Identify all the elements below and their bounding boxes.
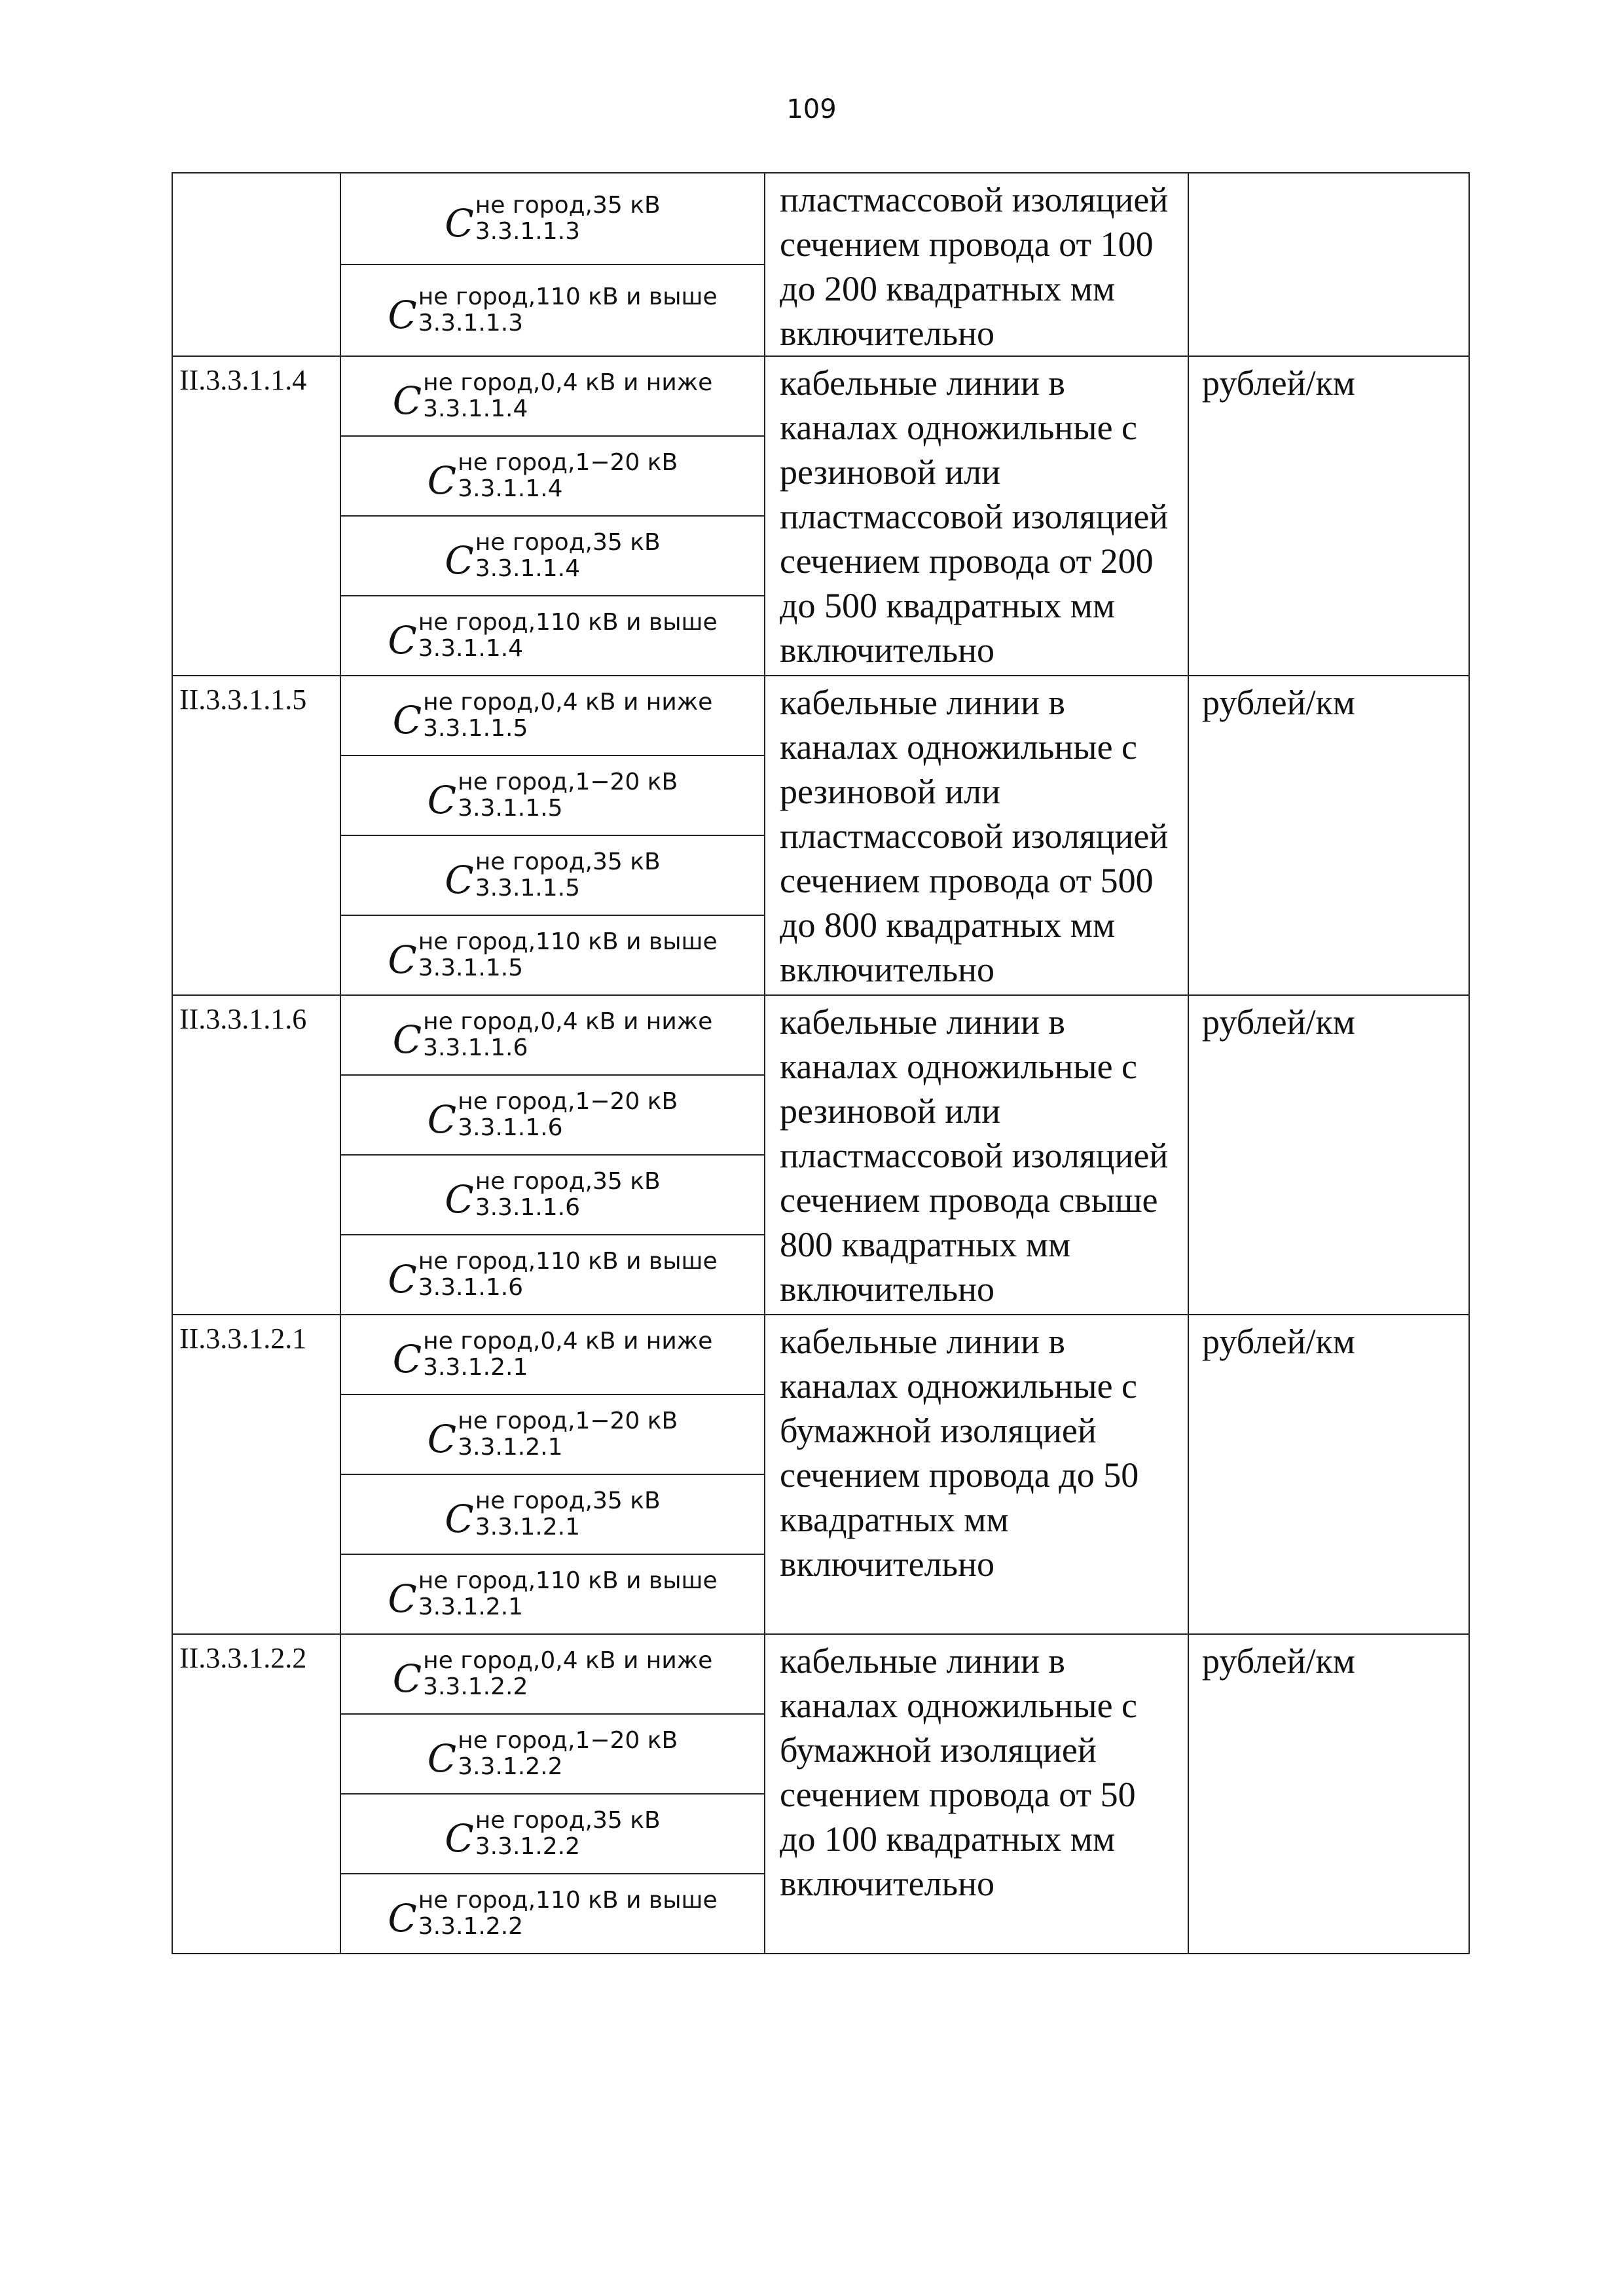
symbol-letter: C — [392, 1337, 422, 1381]
symbol-letter: C — [427, 778, 457, 822]
symbol-subscript: 3.3.1.1.6 — [423, 1034, 528, 1061]
symbol-letter: C — [388, 938, 417, 982]
formula — [445, 1169, 660, 1221]
symbol-letter: C — [427, 458, 457, 503]
symbol-superscript: не город,1−20 кВ — [458, 1727, 678, 1754]
symbol-superscript: не город,110 кВ и выше — [418, 1248, 718, 1275]
symbol-letter: C — [392, 1656, 422, 1701]
symbol-superscript: не город,110 кВ и выше — [418, 609, 718, 636]
cost-symbol — [340, 1794, 765, 1874]
symbol-subscript: 3.3.1.2.1 — [458, 1434, 563, 1461]
symbol-subscript: 3.3.1.1.4 — [458, 475, 563, 502]
formula — [388, 1248, 717, 1301]
symbol-superscript: не город,0,4 кВ и ниже — [423, 1008, 713, 1035]
table-row — [172, 1634, 1469, 1714]
cost-symbol — [340, 676, 765, 756]
symbol-letter: C — [445, 858, 474, 902]
row-unit: рублей/км — [1188, 356, 1469, 676]
symbol-letter: C — [388, 1576, 417, 1621]
symbol-superscript: не город,0,4 кВ и ниже — [423, 689, 713, 716]
symbol-superscript: не город,35 кВ — [475, 1807, 661, 1834]
symbol-letter: C — [445, 1497, 474, 1541]
symbol-superscript: не город,1−20 кВ — [458, 769, 678, 795]
row-code: II.3.3.1.1.5 — [172, 676, 340, 995]
symbol-letter: C — [427, 1097, 457, 1142]
symbol-subscript: 3.3.1.1.6 — [475, 1194, 580, 1221]
row-code — [172, 173, 340, 356]
symbol-superscript: не город,1−20 кВ — [458, 1088, 678, 1115]
formula — [388, 284, 717, 337]
symbol-letter: C — [445, 1177, 474, 1222]
cost-symbol — [340, 1714, 765, 1794]
symbol-subscript: 3.3.1.1.6 — [458, 1114, 563, 1141]
formula — [428, 769, 678, 822]
formula — [393, 370, 713, 422]
symbol-superscript: не город,0,4 кВ и ниже — [423, 1328, 713, 1355]
cost-symbol — [340, 516, 765, 596]
row-description: кабельные линии в каналах одножильные с бумажной изоляцией сечением провода от 50 до 100 квадратных мм включительно — [765, 1634, 1188, 1954]
symbol-superscript: не город,35 кВ — [475, 529, 661, 556]
symbol-superscript: не город,35 кВ — [475, 848, 661, 875]
symbol-superscript: не город,110 кВ и выше — [418, 283, 718, 310]
symbol-letter: C — [445, 201, 474, 246]
cost-symbol — [340, 1155, 765, 1235]
row-description: кабельные линии в каналах одножильные с резиновой или пластмассовой изоляцией сечением провода свыше 800 квадратных мм включительно — [765, 995, 1188, 1315]
row-description: кабельные линии в каналах одножильные с резиновой или пластмассовой изоляцией сечением провода от 200 до 500 квадратных мм включительно — [765, 356, 1188, 676]
cost-symbol — [340, 1075, 765, 1155]
symbol-superscript: не город,1−20 кВ — [458, 449, 678, 476]
formula — [393, 1328, 713, 1381]
rates-table — [172, 172, 1470, 1954]
formula — [445, 1488, 660, 1540]
symbol-subscript: 3.3.1.1.5 — [458, 795, 563, 822]
row-unit: рублей/км — [1188, 1634, 1469, 1954]
symbol-subscript: 3.3.1.2.1 — [475, 1514, 580, 1540]
row-code: II.3.3.1.2.1 — [172, 1315, 340, 1634]
cost-symbol — [340, 1474, 765, 1554]
symbol-letter: C — [388, 618, 417, 663]
formula — [393, 689, 713, 742]
symbol-subscript: 3.3.1.1.4 — [475, 555, 580, 582]
table-row — [172, 1315, 1469, 1394]
formula — [393, 1648, 713, 1700]
symbol-subscript: 3.3.1.1.6 — [418, 1274, 524, 1301]
cost-symbol — [340, 756, 765, 835]
row-unit — [1188, 173, 1469, 356]
formula — [393, 1009, 713, 1061]
symbol-letter: C — [388, 293, 417, 337]
row-unit: рублей/км — [1188, 995, 1469, 1315]
row-code: II.3.3.1.2.2 — [172, 1634, 340, 1954]
cost-symbol — [340, 173, 765, 264]
cost-symbol — [340, 1315, 765, 1394]
symbol-subscript: 3.3.1.1.4 — [423, 395, 528, 422]
cost-symbol — [340, 1394, 765, 1474]
cost-symbol — [340, 356, 765, 436]
page-number: 109 — [786, 94, 837, 124]
symbol-superscript: не город,1−20 кВ — [458, 1408, 678, 1434]
symbol-superscript: не город,0,4 кВ и ниже — [423, 1647, 713, 1674]
symbol-subscript: 3.3.1.2.1 — [423, 1354, 528, 1381]
symbol-subscript: 3.3.1.1.5 — [418, 955, 524, 981]
formula — [388, 610, 717, 662]
formula — [428, 450, 678, 502]
cost-symbol — [340, 1874, 765, 1954]
table-row — [172, 173, 1469, 264]
row-description: кабельные линии в каналах одножильные с бумажной изоляцией сечением провода до 50 квадратных мм включительно — [765, 1315, 1188, 1634]
cost-symbol — [340, 436, 765, 516]
table-row — [172, 676, 1469, 756]
symbol-subscript: 3.3.1.2.2 — [475, 1833, 580, 1860]
symbol-subscript: 3.3.1.2.2 — [418, 1913, 524, 1940]
symbol-letter: C — [392, 698, 422, 742]
symbol-letter: C — [388, 1896, 417, 1941]
row-description: кабельные линии в каналах одножильные с резиновой или пластмассовой изоляцией сечением провода от 500 до 800 квадратных мм включительно — [765, 676, 1188, 995]
table-row — [172, 995, 1469, 1075]
row-unit: рублей/км — [1188, 676, 1469, 995]
symbol-subscript: 3.3.1.1.3 — [418, 310, 524, 337]
formula — [445, 530, 660, 582]
formula — [445, 1808, 660, 1860]
row-unit: рублей/км — [1188, 1315, 1469, 1634]
cost-symbol — [340, 915, 765, 995]
symbol-subscript: 3.3.1.2.2 — [458, 1753, 563, 1780]
cost-symbol — [340, 1554, 765, 1634]
symbol-superscript: не город,35 кВ — [475, 192, 661, 219]
symbol-subscript: 3.3.1.1.4 — [418, 635, 524, 662]
row-code: II.3.3.1.1.4 — [172, 356, 340, 676]
cost-symbol — [340, 264, 765, 356]
formula — [388, 1887, 717, 1940]
symbol-superscript: не город,0,4 кВ и ниже — [423, 369, 713, 396]
symbol-subscript: 3.3.1.1.5 — [475, 875, 580, 902]
symbol-superscript: не город,110 кВ и выше — [418, 1887, 718, 1914]
symbol-subscript: 3.3.1.1.3 — [475, 218, 580, 245]
symbol-superscript: не город,110 кВ и выше — [418, 1567, 718, 1594]
symbol-letter: C — [427, 1417, 457, 1461]
formula — [428, 1408, 678, 1461]
formula — [428, 1728, 678, 1780]
symbol-letter: C — [427, 1736, 457, 1781]
symbol-superscript: не город,35 кВ — [475, 1168, 661, 1195]
symbol-superscript: не город,35 кВ — [475, 1487, 661, 1514]
symbol-letter: C — [392, 1017, 422, 1062]
symbol-superscript: не город,110 кВ и выше — [418, 928, 718, 955]
cost-symbol — [340, 995, 765, 1075]
symbol-subscript: 3.3.1.2.1 — [418, 1594, 524, 1620]
formula — [445, 849, 660, 902]
symbol-subscript: 3.3.1.1.5 — [423, 715, 528, 742]
cost-symbol — [340, 835, 765, 915]
row-description: пластмассовой изоляцией сечением провода от 100 до 200 квадратных мм включительно — [765, 173, 1188, 356]
symbol-letter: C — [445, 538, 474, 583]
symbol-letter: C — [392, 378, 422, 423]
cost-symbol — [340, 1634, 765, 1714]
formula — [428, 1089, 678, 1141]
cost-symbol — [340, 1235, 765, 1315]
formula — [388, 929, 717, 981]
symbol-letter: C — [388, 1257, 417, 1302]
table-row — [172, 356, 1469, 436]
formula — [445, 192, 660, 245]
symbol-letter: C — [445, 1816, 474, 1861]
cost-symbol — [340, 596, 765, 676]
formula — [388, 1568, 717, 1620]
row-code: II.3.3.1.1.6 — [172, 995, 340, 1315]
symbol-subscript: 3.3.1.2.2 — [423, 1673, 528, 1700]
